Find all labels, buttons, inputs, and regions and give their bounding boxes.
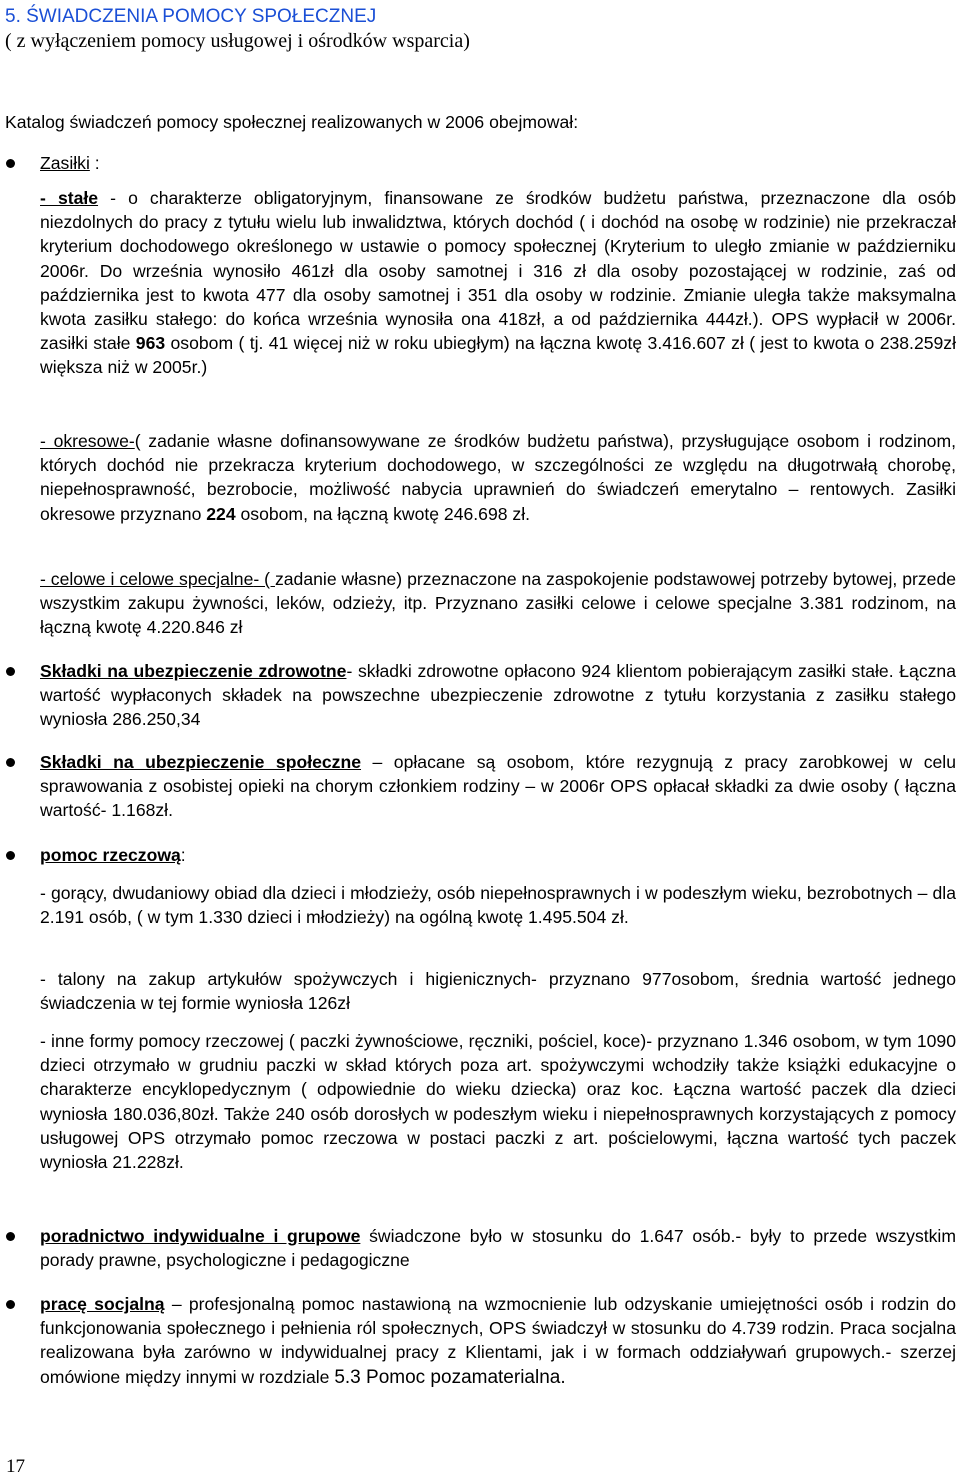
praca-socjalna-paragraph <box>40 1292 956 1390</box>
page-number: 17 <box>6 1456 25 1477</box>
bullet-icon <box>6 1300 15 1309</box>
praca-socjalna-ref: 5.3 Pomoc pozamaterialna. <box>334 1366 566 1388</box>
bullet-icon <box>6 159 15 168</box>
zasilki-celowe-paragraph <box>40 567 956 640</box>
poradnictwo-term: poradnictwo indywidualne i grupowe <box>40 1226 361 1246</box>
praca-socjalna-term: pracę socjalną <box>40 1294 165 1314</box>
okresowe-count: 224 <box>206 503 236 524</box>
skladki-zdrowotne-text: - składki zdrowotne opłacono 924 klientom pobierającym zasiłki stałe. Łączna wartość wypłaconych składek na powszechne ubezpieczenie zdrowotne z tytułu korzystania z zasiłku stałego wyniosła 286.250,34 <box>40 661 956 730</box>
celowe-term: - celowe i celowe specjalne <box>40 569 254 589</box>
skladki-spoleczne-term: Składki na ubezpieczenie społeczne <box>40 752 362 772</box>
skladki-spoleczne-paragraph <box>40 750 956 823</box>
pomoc-rzeczowa-item-text: - gorący, dwudaniowy obiad dla dzieci i młodzieży, osób niepełnosprawnych i w podeszłym wieku, bezrobotnych – dla 2.191 osób, ( w tym 1.330 dzieci i młodzieży) na ogólną kwotę 1.495.504 zł. <box>40 883 956 928</box>
celowe-term-suffix: - ( <box>253 569 275 589</box>
celowe-text: zadanie własne) przeznaczone na zaspokojenie podstawowej potrzeby bytowej, przede wszystkim zakupu żywności, leków, odzieży, itp. Przyznano zasiłki celowe i celowe specjalne 3.381 rodzinom, na łączną kwotę 4.220.846 zł <box>40 569 957 638</box>
praca-socjalna-text: – profesjonalną pomoc nastawioną na wzmocnienie lub odzyskanie umiejętności osób i rodzin do funkcjonowania społecznego i pełnienia ról społecznych, OPS świadczył w stosunku do 4.739 rodzin. Praca socjalna realizowana była zarówno w indywidualnej pracy z Klientami, jak i w formach oddziaływań grupowych.- szerzej omówione między innymi w rozdziale <box>40 1294 956 1387</box>
zasilki-heading <box>40 151 956 175</box>
section-subtitle: ( z wyłączeniem pomocy usługowej i ośrodków wsparcia) <box>5 30 470 52</box>
pomoc-rzeczowa-colon: : <box>180 845 186 865</box>
skladki-spoleczne-text: – opłacane są osobom, które rezygnują z pracy zarobkowej w celu sprawowania z osobistej opieki na chorym członkiem rodziny – w 2006r OPS opłacał składki za dwie osoby ( łączna wartość- 1.168zł. <box>40 752 957 821</box>
zasilki-label: Zasiłki <box>40 153 90 173</box>
zasilki-okresowe-paragraph <box>40 429 956 526</box>
okresowe-text-2: osobom, na łączną kwotę 246.698 zł. <box>235 503 530 524</box>
intro-paragraph: Katalog świadczeń pomocy społecznej realizowanych w 2006 obejmował: <box>5 112 579 132</box>
stale-text-2: osobom ( tj. 41 więcej niż w roku ubiegłym) na łączna kwotę 3.416.607 zł ( jest to kwota o 238.259zł większa niż w 2005r.) <box>40 333 956 378</box>
pomoc-rzeczowa-item <box>40 967 956 1015</box>
skladki-zdrowotne-paragraph <box>40 659 956 732</box>
zasilki-stale-paragraph <box>40 186 956 380</box>
stale-count: 963 <box>135 333 166 354</box>
poradnictwo-paragraph <box>40 1224 956 1272</box>
section-heading <box>5 4 945 54</box>
bullet-icon <box>6 667 15 676</box>
okresowe-text-1: ( zadanie własne dofinansowywane ze środków budżetu państwa), przysługujące osobom i rodzinom, których dochód nie przekracza kryterium dochodowego, w szczególności ze względu na długotrwałą chorobę, niepełnosprawność, bezrobocie, możliwość nabycia uprawnień do świadczeń emerytalno – rentowych. Zasiłki okresowe przyznano <box>40 431 956 524</box>
section-title: 5. ŚWIADCZENIA POMOCY SPOŁECZNEJ <box>5 6 377 27</box>
pomoc-rzeczowa-term: pomoc rzeczową <box>40 845 181 865</box>
okresowe-term: - okresowe- <box>40 431 135 451</box>
pomoc-rzeczowa-item <box>40 881 956 929</box>
stale-text-1: - o charakterze obligatoryjnym, finansowane ze środków budżetu państwa, przeznaczone dla osób niezdolnych do pracy z tytułu wielu lub inwalidztwa, których dochód ( i dochód na osobę w rodzinie) nie przekraczał kryterium dochodowego określonego w ustawie o pomocy społecznej (Kryterium to uległo zmianie w październiku 2006r. Do września wynosiło 461zł dla osoby samotnej i 316 zł dla osoby pozostającej w rodzinie, zaś od października jest to kwota 477 dla osoby samotnej i 351 dla osoby w rodzinie. Zmianie uległa także maksymalna kwota zasiłku stałego: do końca września wynosiła ona 418zł, a od października 444zł.). OPS wypłacił w 2006r. zasiłki stałe <box>40 188 956 354</box>
pomoc-rzeczowa-item <box>40 1029 956 1174</box>
poradnictwo-text: świadczone było w stosunku do 1.647 osób.- były to przede wszystkim porady prawne, psychologiczne i pedagogiczne <box>40 1226 956 1271</box>
skladki-zdrowotne-term: Składki na ubezpieczenie zdrowotne <box>40 661 347 681</box>
pomoc-rzeczowa-item-text: - inne formy pomocy rzeczowej ( paczki żywnościowe, ręczniki, pościel, koce)- przyznano 1.346 osobom, w tym 1090 dzieci otrzymało w grudniu paczki w skład których poza art. spożywczymi wchodziły także książki edukacyjne o charakterze encyklopedycznym ( odpowiednie do wieku dziecka) oraz koc. Łączna wartość paczek dla dzieci wyniosła 180.036,80zł. Także 240 osób dorosłych w podeszłym wieku i niepełnosprawnych korzystających z pomocy usługowej OPS otrzymało pomoc rzeczowa w postaci paczki z art. pościelowymi, łączna wartość tych paczek wyniosła 21.228zł. <box>40 1031 956 1173</box>
stale-term: - stałe <box>40 188 99 208</box>
pomoc-rzeczowa-item-text: - talony na zakup artykułów spożywczych i higienicznych- przyznano 977osobom, średnia wartość jednego świadczenia w tej formie wyniosła 126zł <box>40 969 956 1014</box>
bullet-icon <box>6 851 15 860</box>
bullet-icon <box>6 1232 15 1241</box>
pomoc-rzeczowa-heading <box>40 843 956 867</box>
zasilki-colon: : <box>89 153 100 173</box>
bullet-icon <box>6 758 15 767</box>
